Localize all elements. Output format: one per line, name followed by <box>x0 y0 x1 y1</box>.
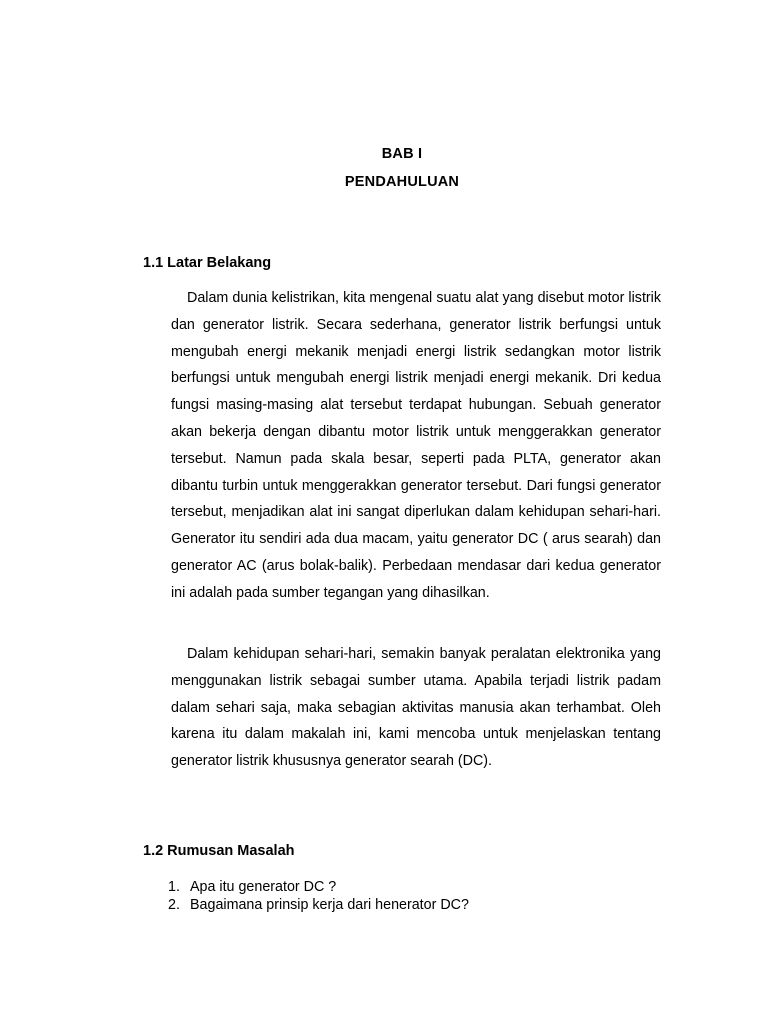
list-item-text: Apa itu generator DC ? <box>190 879 337 895</box>
chapter-number: BAB I <box>381 146 423 162</box>
chapter-title: PENDAHULUAN <box>344 174 460 190</box>
paragraph-latar-belakang-1: Dalam dunia kelistrikan, kita mengenal suatu alat yang disebut motor listrik dan generator listrik. Secara sederhana, generator listrik berfungsi untuk mengubah energi mekanik menjadi energi listrik sedangkan motor listrik berfungsi untuk mengubah energi listrik menjadi energi mekanik. Dri kedua fungsi masing-masing alat tersebut terdapat hubungan. Sebuah generator akan bekerja dengan dibantu motor listrik untuk menggerakkan generator tersebut. Namun pada skala besar, seperti pada PLTA, generator akan dibantu turbin untuk menggerakkan generator tersebut. Dari fungsi generator tersebut, menjadikan alat ini sangat diperlukan dalam kehidupan sehari-hari. Generator itu sendiri ada dua macam, yaitu generator DC ( arus searah) dan generator AC (arus bolak-balik). Perbedaan mendasar dari kedua generator ini adalah pada sumber tegangan yang dihasilkan. <box>171 290 661 601</box>
problem-list <box>168 878 469 914</box>
section-heading-latar-belakang: 1.1 Latar Belakang <box>143 255 272 271</box>
list-item-number: 2. <box>168 897 180 913</box>
list-item-number: 1. <box>168 879 180 895</box>
section-heading-rumusan-masalah: 1.2 Rumusan Masalah <box>143 843 295 859</box>
paragraph-latar-belakang-2: Dalam kehidupan sehari-hari, semakin banyak peralatan elektronika yang menggunakan listrik sebagai sumber utama. Apabila terjadi listrik padam dalam sehari saja, maka sebagian aktivitas manusia akan terhambat. Oleh karena itu dalam makalah ini, kami mencoba untuk menjelaskan tentang generator listrik khususnya generator searah (DC). <box>171 646 661 770</box>
list-item <box>168 896 469 914</box>
list-item <box>168 878 469 896</box>
list-item-text: Bagaimana prinsip kerja dari henerator DC? <box>190 897 469 913</box>
